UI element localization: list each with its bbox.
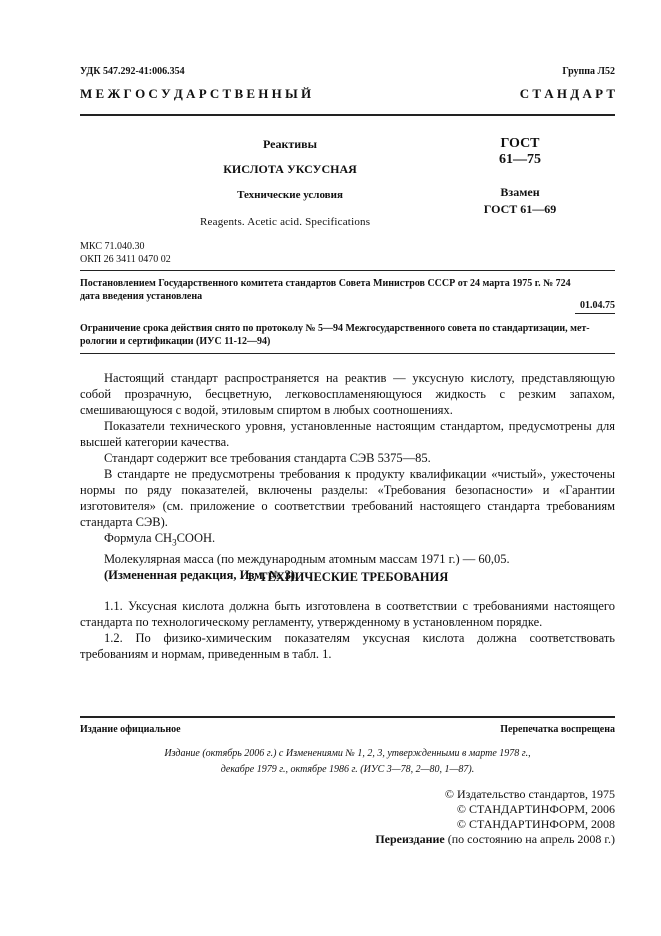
intro-paragraph-1: Настоящий стандарт распространяется на реактив — уксусную кислоту, представляющую собой прозрачную, бесцветную, легковоспламеняющуюся жидкость с резким запахом, смешивающуюся с водой, этиловым спиртом в любых соотношениях. <box>80 371 615 417</box>
standard-banner <box>80 86 615 102</box>
copyright-1975: © Издательство стандартов, 1975 <box>444 787 615 801</box>
banner-right: С Т А Н Д А Р Т <box>519 86 615 101</box>
udk-code: УДК 547.292-41:006.354 <box>80 66 185 77</box>
intro-paragraph-3: Стандарт содержит все требования стандарта СЭВ 5375—85. <box>104 451 431 465</box>
restriction-line2: рологии и сертификации (ИУС 11-12—94) <box>80 336 271 347</box>
intro-paragraph-2: Показатели технического уровня, установленные настоящим стандартом, предусмотрены для высшей категории качества. <box>80 419 615 449</box>
section1-body <box>80 598 615 662</box>
decree-line1: Постановлением Государственного комитета стандартов Совета Министров СССР от 24 марта 1975 г. № 724 <box>80 278 571 289</box>
clause-1-1: 1.1. Уксусная кислота должна быть изготовлена в соответствии с требованиями настоящего стандарта по технологическому регламенту, утвержденному в установленном порядке. <box>80 599 615 629</box>
copyright-2008: © СТАНДАРТИНФОРМ, 2008 <box>456 817 615 831</box>
amendment-note: (Измененная редакция, Изм. № 3). <box>104 567 299 582</box>
reprint-prohibited: Перепечатка воспрещена <box>500 724 615 735</box>
header-rule <box>80 114 615 116</box>
banner-left: М Е Ж Г О С У Д А Р С Т В Е Н Н Ы Й <box>80 86 312 101</box>
date-underline <box>575 313 615 314</box>
footer-rule <box>80 716 615 718</box>
copyright-block <box>340 787 615 847</box>
intro-paragraph-4: В стандарте не предусмотрены требования к продукту квалификации «чистый», ужесточены нормы по ряду показателей, включены разделы: «Требования безопасности» и «Гарантии изготовителя» (см. приложение о соответствии требований настоящего стандарта требованиям стандарта СЭВ). <box>80 467 615 529</box>
doc-title: КИСЛОТА УКСУСНАЯ <box>223 162 357 176</box>
mks-code: МКС 71.040.30 <box>80 241 145 252</box>
gost-number: 61—75 <box>499 152 541 167</box>
gost-label: ГОСТ <box>500 136 540 151</box>
codes-rule <box>80 270 615 271</box>
formula-line: Формула $CH_3COOH$. <box>104 531 216 548</box>
decree-line2: дата введения установлена <box>80 291 203 302</box>
okp-code: ОКП 26 3411 0470 02 <box>80 254 171 265</box>
replaces-label: Взамен <box>500 185 540 199</box>
official-edition: Издание официальное <box>80 724 181 735</box>
decree-date: 01.04.75 <box>580 300 615 311</box>
replaces-number: ГОСТ 61—69 <box>483 202 557 216</box>
restriction-line1: Ограничение срока действия снято по протоколу № 5—94 Межгосударственного совета по стандартизации, мет- <box>80 323 590 334</box>
english-title: Reagents. Acetic acid. Specifications <box>200 216 371 228</box>
copyright-2006: © СТАНДАРТИНФОРМ, 2006 <box>456 802 615 816</box>
intro-section <box>80 370 615 583</box>
doc-subtitle: Технические условия <box>237 189 343 201</box>
edition-note-line1: Издание (октябрь 2006 г.) с Изменениями № 1, 2, 3, утвержденными в марте 1978 г., <box>164 748 531 759</box>
clause-1-2: 1.2. По физико-химическим показателям уксусная кислота должна соответствовать требованиям и нормам, приведенным в табл. 1. <box>80 631 615 661</box>
molecular-mass: Молекулярная масса (по международным атомным массам 1971 г.) — 60,05. <box>104 551 510 566</box>
reissue-note: Переиздание (по состоянию на апрель 2008 г.) <box>375 832 615 846</box>
section-heading: 1. ТЕХНИЧЕСКИЕ ТРЕБОВАНИЯ <box>246 570 449 584</box>
restriction-rule <box>80 353 615 354</box>
edition-note-line2: декабре 1979 г., октябре 1986 г. (ИУС 3—78, 2—80, 1—87). <box>220 764 475 775</box>
doc-category: Реактивы <box>262 137 318 151</box>
group-code: Группа Л52 <box>562 66 615 77</box>
